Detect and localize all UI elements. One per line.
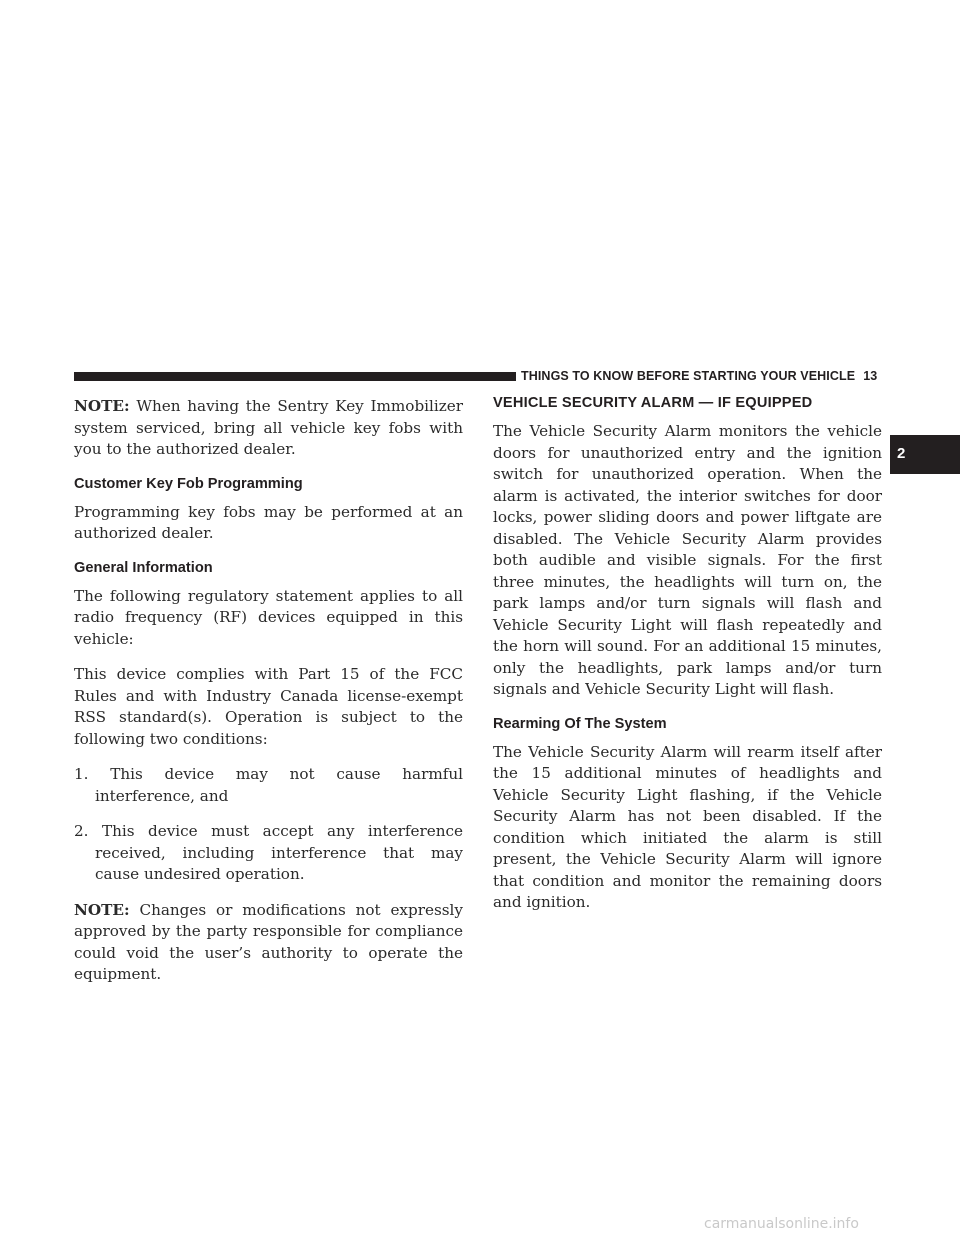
header-rule-segment: [512, 372, 516, 381]
header-rule: [74, 372, 512, 381]
watermark: carmanualsonline.info: [704, 1216, 859, 1232]
note-text: Changes or modifications not expressly approved by the party responsible for compliance could void the user’s authority to operate the equipment.: [74, 900, 463, 983]
list-item-1: 1. This device may not cause harmful interference, and: [74, 765, 463, 805]
paragraph-alarm: The Vehicle Security Alarm monitors the vehicle doors for unauthorized entry and the ignition switch for unauthorized operation. When the alarm is activated, the interior switches for door locks, power sliding doors and power liftgate are disabled. The Vehicle Security Alarm provides both audible and visible signals. For the first three minutes, the headlights will turn on, the park lamps and/or turn signals will flash and Vehicle Security Light will flash repeatedly and the horn will sound. For an additional 15 minutes, only the headlights, park lamps and/or turn signals and Vehicle Security Light will flash.: [493, 422, 882, 698]
running-header: [521, 369, 877, 383]
right-column: [493, 396, 882, 928]
heading-vehicle-security-alarm: VEHICLE SECURITY ALARM — IF EQUIPPED: [493, 395, 813, 411]
page-number: 13: [863, 369, 878, 383]
note-sentry-key: [74, 396, 463, 461]
note-text: When having the Sentry Key Immobilizer system serviced, bring all vehicle key fobs with you to the authorized dealer.: [74, 397, 463, 458]
note-label: NOTE:: [74, 900, 130, 919]
note-label: NOTE:: [74, 397, 130, 415]
paragraph-rearming: The Vehicle Security Alarm will rearm itself after the 15 additional minutes of headlights and Vehicle Security Light flashing, if the Vehicle Security Alarm has not been disabled. If the condition which initiated the alarm is still present, the Vehicle Security Alarm will ignore that condition and monitor the remaining doors and ignition.: [493, 742, 882, 911]
paragraph-fcc: This device complies with Part 15 of the FCC Rules and with Industry Canada license-exempt RSS standard(s). Operation is subject to the following two conditions:: [74, 665, 463, 748]
list-item-2: 2. This device must accept any interference received, including interference that may cause undesired operation.: [74, 822, 463, 883]
note-modifications: [74, 900, 463, 986]
heading-general-information: General Information: [74, 559, 213, 576]
heading-rearming: Rearming Of The System: [493, 715, 667, 732]
chapter-tab-number: 2: [897, 445, 906, 462]
chapter-tab: [890, 435, 960, 474]
paragraph-regulatory: The following regulatory statement applies to all radio frequency (RF) devices equipped in this vehicle:: [74, 586, 463, 648]
left-column: [74, 396, 463, 1000]
paragraph-programming: Programming key fobs may be performed at an authorized dealer.: [74, 502, 463, 542]
heading-key-fob-programming: Customer Key Fob Programming: [74, 475, 303, 492]
section-title: THINGS TO KNOW BEFORE STARTING YOUR VEHICLE: [521, 369, 856, 383]
